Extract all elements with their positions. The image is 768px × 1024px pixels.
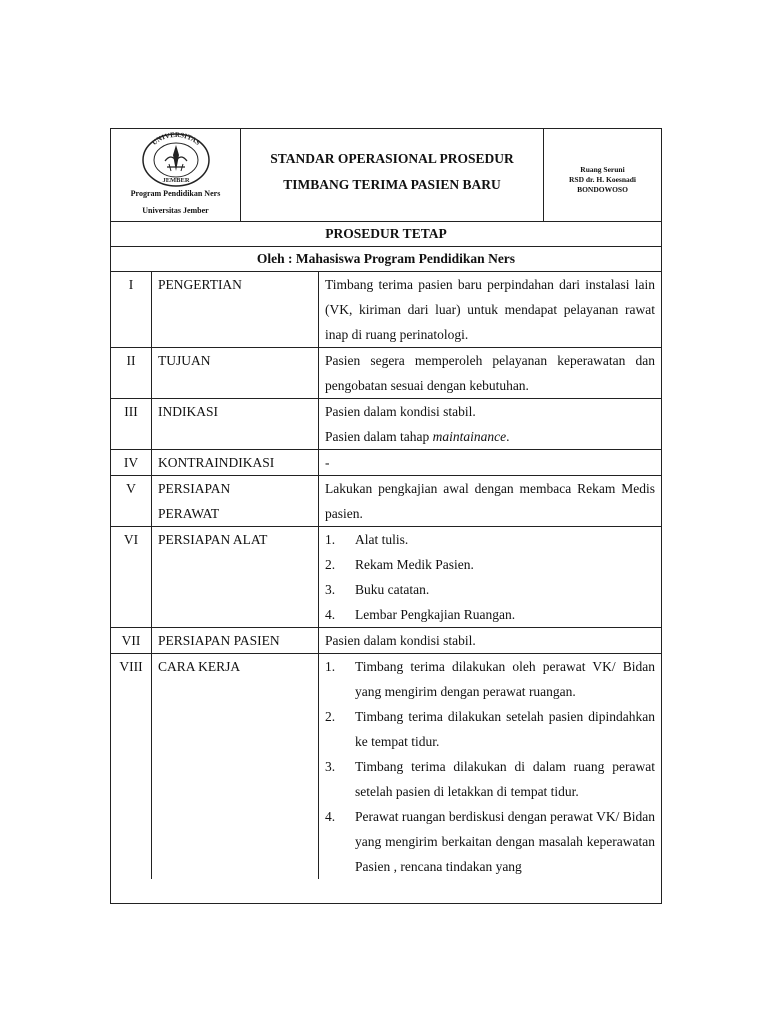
banner-author: Oleh : Mahasiswa Program Pendidikan Ners — [111, 247, 661, 272]
svg-text:UNIVERSITAS: UNIVERSITAS — [150, 131, 202, 147]
row-label: CARA KERJA — [152, 654, 319, 880]
row-content: Timbang terima pasien baru perpindahan dari instalasi lain (VK, kiriman dari luar) untuk mendapat pelayanan rawat inap di ruang perinatologi. — [325, 277, 655, 342]
tools-list — [325, 527, 655, 627]
svg-text:JEMBER: JEMBER — [162, 177, 190, 184]
indication-line: Pasien dalam tahap maintainance. — [325, 429, 510, 444]
table-row — [111, 654, 661, 880]
institution-room: Ruang Seruni — [580, 165, 625, 174]
header-logo-cell — [111, 129, 241, 221]
row-content — [319, 399, 662, 450]
row-number: V — [111, 476, 152, 527]
program-name: Program Pendidikan Ners — [130, 189, 221, 198]
row-label: PENGERTIAN — [152, 272, 319, 348]
row-number: VIII — [111, 654, 152, 880]
document-title: STANDAR OPERASIONAL PROSEDUR — [270, 151, 514, 166]
row-number: III — [111, 399, 152, 450]
list-item: 3. Buku catatan. — [325, 582, 430, 597]
header-title-cell — [241, 129, 544, 221]
table-row — [111, 399, 661, 450]
university-name: Universitas Jember — [142, 206, 209, 215]
sop-document — [110, 128, 662, 904]
row-number: VII — [111, 628, 152, 654]
institution-hospital: RSD dr. H. Koesnadi — [568, 175, 637, 184]
institution-city: BONDOWOSO — [577, 185, 628, 194]
banner-prosedur-tetap: PROSEDUR TETAP — [111, 222, 661, 247]
row-content — [319, 654, 662, 880]
row-content: Lakukan pengkajian awal dengan membaca Rekam Medis pasien. — [319, 476, 662, 527]
table-row — [111, 272, 661, 348]
row-label: PERSIAPAN PASIEN — [152, 628, 319, 654]
table-row — [111, 628, 661, 654]
list-item: 4. Lembar Pengkajian Ruangan. — [325, 607, 516, 622]
list-item: 2. Rekam Medik Pasien. — [325, 557, 474, 572]
row-label: PERSIAPAN PERAWAT — [152, 476, 319, 527]
row-content: Pasien dalam kondisi stabil. — [319, 628, 662, 654]
procedure-table — [111, 272, 661, 879]
row-label: TUJUAN — [152, 348, 319, 399]
row-content: - — [319, 450, 662, 476]
row-number: VI — [111, 527, 152, 628]
row-number: IV — [111, 450, 152, 476]
list-item: 4. Perawat ruangan berdiskusi dengan perawat VK/ Bidan yang mengirim berkaitan dengan masalah keperawatan Pasien , rencana tindakan yang — [325, 809, 655, 874]
indication-line: Pasien dalam kondisi stabil. — [325, 404, 476, 419]
table-row — [111, 476, 661, 527]
row-content — [319, 527, 662, 628]
row-content: Pasien segera memperoleh pelayanan keperawatan dan pengobatan sesuai dengan kebutuhan. — [319, 348, 662, 399]
row-number: II — [111, 348, 152, 399]
list-item: 1. Timbang terima dilakukan oleh perawat VK/ Bidan yang mengirim dengan perawat ruangan. — [325, 659, 655, 699]
row-label: INDIKASI — [152, 399, 319, 450]
document-header — [111, 129, 661, 222]
list-item: 2. Timbang terima dilakukan setelah pasien dipindahkan ke tempat tidur. — [325, 709, 655, 749]
row-label: KONTRAINDIKASI — [152, 450, 319, 476]
row-number: I — [111, 272, 152, 348]
steps-list — [325, 654, 655, 879]
university-logo — [141, 131, 211, 189]
list-item: 1. Alat tulis. — [325, 532, 409, 547]
row-label: PERSIAPAN ALAT — [152, 527, 319, 628]
list-item: 3. Timbang terima dilakukan di dalam ruang perawat setelah pasien di letakkan di tempat tidur. — [325, 759, 655, 799]
table-row — [111, 348, 661, 399]
table-row — [111, 450, 661, 476]
document-subtitle: TIMBANG TERIMA PASIEN BARU — [283, 177, 501, 192]
header-institution-cell — [544, 129, 661, 221]
table-row — [111, 527, 661, 628]
